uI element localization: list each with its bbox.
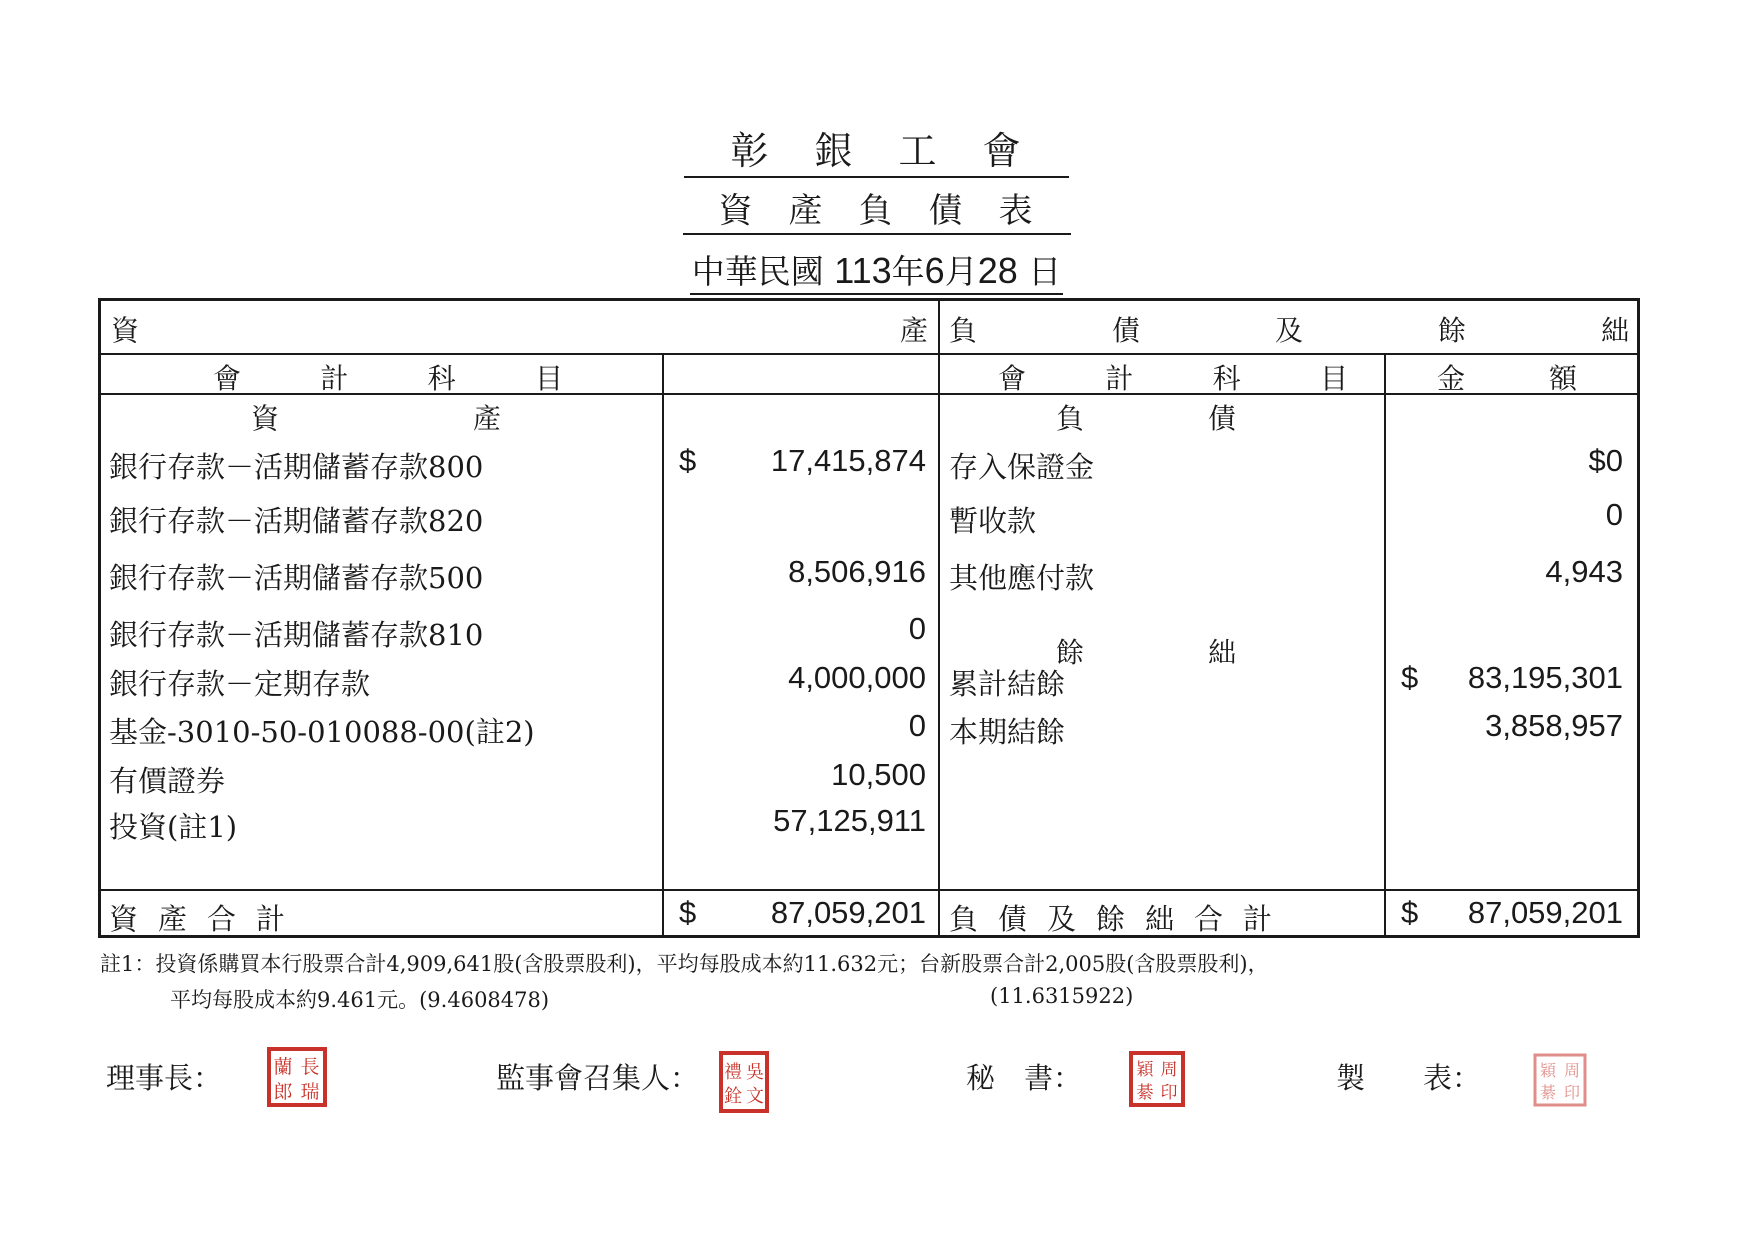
group-char: 餘 <box>1056 636 1085 669</box>
header-char: 債 <box>1111 314 1140 347</box>
header-char: 會 <box>998 362 1027 395</box>
header-char: 資 <box>111 314 140 347</box>
asset-label: 有價證券 <box>109 764 226 798</box>
group-char: 資 <box>251 402 280 435</box>
liab-col-account-header <box>998 357 1348 397</box>
header-char: 負 <box>949 314 978 347</box>
seal-char: 銓 <box>724 1086 742 1107</box>
date-day: 28 <box>977 250 1018 291</box>
asset-currency: $ <box>679 443 697 478</box>
surplus-amount: 83,195,301 <box>1467 660 1623 695</box>
group-char: 負 <box>1056 402 1085 435</box>
header-char: 額 <box>1548 362 1577 395</box>
header-char: 產 <box>899 314 928 347</box>
asset-amount: 10,500 <box>831 757 926 792</box>
surplus-label: 累計結餘 <box>949 667 1066 701</box>
org-title-text: 彰銀工會 <box>684 128 1068 178</box>
group-char: 產 <box>472 402 501 435</box>
asset-label: 銀行存款－活期儲蓄存款810 <box>109 618 484 652</box>
liab-total-amount: 87,059,201 <box>1467 895 1623 930</box>
liab-label: 存入保證金 <box>949 450 1095 484</box>
note-line-2-extra: (11.6315922) <box>990 984 1134 1008</box>
header-char: 會 <box>213 362 242 395</box>
asset-amount: 4,000,000 <box>788 660 926 695</box>
seal-char: 穎 <box>1539 1061 1557 1080</box>
assets-total-label: 資產合計 <box>109 902 306 936</box>
liab-amount: 4,943 <box>1545 554 1623 589</box>
header-char: 計 <box>1105 362 1134 395</box>
header-char: 計 <box>320 362 349 395</box>
col-divider <box>662 353 664 935</box>
preparer-label: 製 表： <box>1336 1061 1482 1095</box>
asset-label: 銀行存款－活期儲蓄存款820 <box>109 504 484 538</box>
secretary-label: 秘 書： <box>966 1061 1083 1095</box>
asset-label: 銀行存款－活期儲蓄存款500 <box>109 561 484 595</box>
seal-char: 綦 <box>1539 1083 1557 1102</box>
seal-char: 印 <box>1160 1083 1178 1103</box>
seal-char: 蘭 <box>273 1056 293 1078</box>
org-title <box>0 128 1753 178</box>
surplus-group-label <box>1056 631 1236 671</box>
liab-group-label <box>1056 397 1236 437</box>
asset-amount: 0 <box>908 611 926 646</box>
seal-char: 吳 <box>746 1062 764 1083</box>
balance-sheet-table <box>98 298 1640 938</box>
asset-amount: 0 <box>908 708 926 743</box>
date-month-suffix: 月 <box>944 252 978 291</box>
seal-char: 禮 <box>724 1062 742 1083</box>
assets-group-label <box>251 397 501 437</box>
seal-char: 郎 <box>273 1081 293 1103</box>
chairman-label: 理事長： <box>106 1061 223 1095</box>
liab-label: 其他應付款 <box>949 561 1095 595</box>
row-divider <box>101 889 1637 891</box>
row-divider <box>101 353 1637 355</box>
seal-char: 周 <box>1563 1061 1581 1080</box>
assets-total-amount: 87,059,201 <box>770 895 926 930</box>
seal-char: 長 <box>300 1056 320 1078</box>
seal-char: 瑞 <box>300 1081 320 1103</box>
assets-col-account-header <box>213 357 563 397</box>
date-day-suffix: 日 <box>1028 252 1062 291</box>
doc-title <box>0 190 1753 235</box>
header-char: 絀 <box>1600 314 1629 347</box>
secretary-seal <box>1128 1050 1186 1108</box>
asset-amount: 57,125,911 <box>773 803 926 838</box>
asset-label: 銀行存款－定期存款 <box>109 667 371 701</box>
header-char: 餘 <box>1437 314 1466 347</box>
header-char: 目 <box>1319 362 1348 395</box>
preparer-seal <box>1532 1052 1588 1108</box>
header-char: 及 <box>1274 314 1303 347</box>
seal-char: 文 <box>746 1086 764 1107</box>
header-char: 金 <box>1437 362 1466 395</box>
assets-section-header <box>111 309 928 349</box>
group-char: 絀 <box>1207 636 1236 669</box>
asset-label: 投資(註1) <box>109 810 238 844</box>
assets-total-currency: $ <box>679 895 697 930</box>
note-line-2: 平均每股成本約9.461元。(9.4608478) <box>170 988 550 1012</box>
date-prefix: 中華民國 <box>691 252 824 291</box>
asset-amount: 8,506,916 <box>788 554 926 589</box>
supervisor-seal <box>718 1050 770 1114</box>
liab-total-label: 負債及餘絀合計 <box>949 902 1293 936</box>
col-divider <box>1384 353 1386 935</box>
seal-char: 穎 <box>1136 1060 1154 1080</box>
seal-char: 綦 <box>1136 1083 1154 1103</box>
date-year-suffix: 年 <box>891 252 925 291</box>
asset-label: 銀行存款－活期儲蓄存款800 <box>109 450 484 484</box>
asset-label: 基金-3010-50-010088-00(註2) <box>109 715 535 749</box>
report-date <box>0 248 1753 295</box>
surplus-currency: $ <box>1401 660 1419 695</box>
liab-label: 暫收款 <box>949 504 1037 538</box>
report-date-text <box>690 248 1063 295</box>
header-char: 科 <box>427 362 456 395</box>
col-amount-header <box>1437 357 1577 397</box>
header-char: 科 <box>1212 362 1241 395</box>
date-month: 6 <box>924 250 945 291</box>
header-char: 目 <box>534 362 563 395</box>
col-divider <box>938 301 940 935</box>
surplus-amount: 3,858,957 <box>1485 708 1623 743</box>
liab-total-currency: $ <box>1401 895 1419 930</box>
date-year: 113 <box>834 250 892 291</box>
chairman-seal <box>266 1046 328 1108</box>
liab-amount: 0 <box>1605 497 1623 532</box>
liab-section-header <box>949 309 1629 349</box>
seal-char: 印 <box>1563 1083 1581 1102</box>
group-char: 債 <box>1207 402 1236 435</box>
note-line-1: 註1：投資係購買本行股票合計4,909,641股(含股票股利)，平均每股成本約11.632元；台新股票合計2,005股(含股票股利)， <box>100 952 1269 976</box>
asset-amount: 17,415,874 <box>770 443 926 478</box>
surplus-label: 本期結餘 <box>949 715 1066 749</box>
liab-amount: $0 <box>1588 443 1623 478</box>
seal-char: 周 <box>1160 1060 1178 1080</box>
doc-title-text: 資產負債表 <box>683 190 1071 235</box>
supervisor-label: 監事會召集人： <box>496 1061 700 1095</box>
